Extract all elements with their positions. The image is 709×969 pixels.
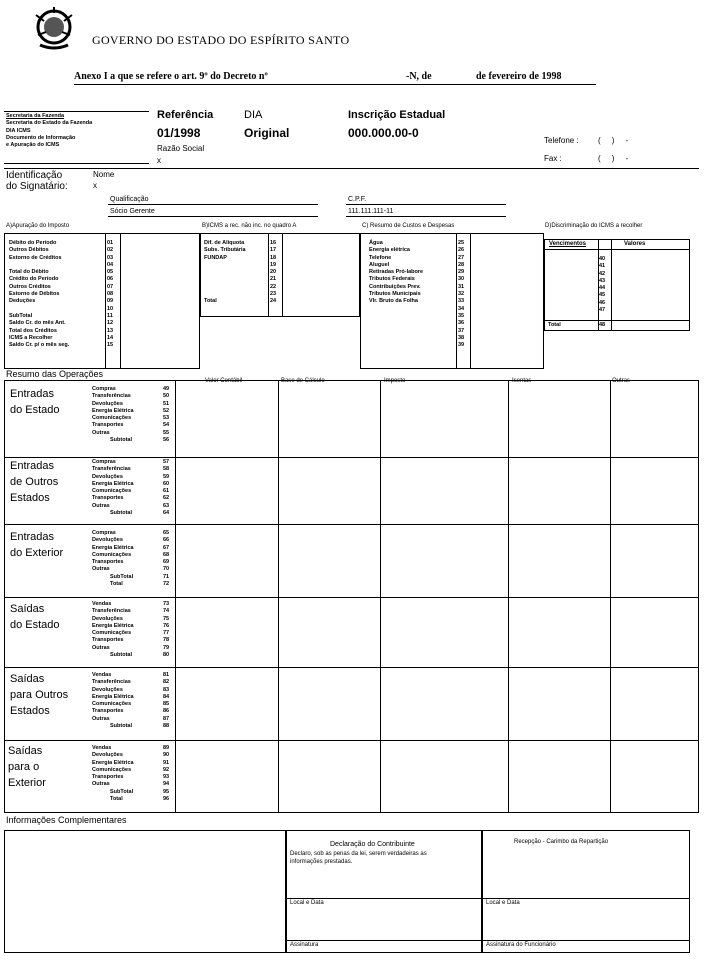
line-number: 01 bbox=[107, 240, 114, 246]
line-number: 59 bbox=[163, 473, 170, 480]
group-numbers bbox=[163, 601, 169, 659]
group-title-line: Estados bbox=[10, 492, 50, 504]
group-title bbox=[10, 529, 63, 561]
decree-date: de fevereiro de 1998 bbox=[476, 71, 562, 82]
group-title-line: Saídas bbox=[8, 745, 43, 757]
sefaz-line: Documento de Informação bbox=[6, 134, 76, 141]
line-item: Transportes bbox=[92, 774, 124, 781]
line-number: 56 bbox=[163, 437, 170, 444]
state-coat-of-arms bbox=[32, 5, 76, 51]
line-item: Energia elétrica bbox=[369, 247, 410, 254]
line-item: Estorno de Débitos bbox=[9, 291, 60, 298]
line-number: 38 bbox=[458, 334, 465, 341]
reference-value: 01/1998 bbox=[157, 126, 201, 140]
line-number: 08 bbox=[107, 291, 114, 298]
line-number: 02 bbox=[107, 247, 114, 254]
qualificacao-label: Qualificação bbox=[110, 196, 149, 203]
line-number: 49 bbox=[163, 386, 170, 392]
line-item: Devoluções bbox=[92, 473, 123, 480]
line-item: Devoluções bbox=[92, 752, 123, 759]
line-number: 51 bbox=[163, 400, 170, 407]
line-number: 75 bbox=[163, 615, 170, 622]
line-number: 57 bbox=[163, 459, 170, 465]
line-item: Subtotal bbox=[110, 723, 132, 730]
line-number: 36 bbox=[458, 320, 465, 327]
qualificacao-value[interactable]: Sócio Gerente bbox=[110, 208, 155, 215]
line-number: 53 bbox=[163, 415, 170, 422]
reception-title: Recepção - Carimbo da Repartição bbox=[514, 839, 609, 845]
sefaz-line: e Apuração do ICMS bbox=[6, 142, 60, 149]
line-item: SubTotal bbox=[110, 573, 134, 580]
line-number: 82 bbox=[163, 679, 170, 686]
group-title-line: Entradas bbox=[10, 460, 55, 472]
section-a-numbers bbox=[107, 240, 113, 349]
line-item: Subtotal bbox=[110, 652, 132, 659]
line-item bbox=[204, 276, 246, 283]
group-title-line: para Outros bbox=[10, 689, 69, 701]
group-title-line: Exterior bbox=[8, 777, 46, 789]
group-items bbox=[92, 386, 134, 444]
line-item: Compras bbox=[92, 459, 116, 465]
line-number: 11 bbox=[107, 312, 113, 319]
line-number: 89 bbox=[163, 745, 170, 751]
group-items bbox=[92, 601, 134, 659]
line-item: Compras bbox=[92, 386, 116, 392]
line-item: Vendas bbox=[92, 672, 112, 678]
sefaz-block bbox=[6, 113, 92, 149]
group-title-line: do Estado bbox=[10, 619, 60, 631]
line-number: 95 bbox=[163, 788, 170, 795]
line-item: Deduções bbox=[9, 298, 36, 305]
line-number: 16 bbox=[270, 240, 277, 246]
group-numbers bbox=[163, 530, 169, 588]
line-number: 64 bbox=[163, 510, 170, 517]
line-number: 35 bbox=[458, 312, 465, 319]
line-item: Dif. de Alíquota bbox=[204, 240, 245, 246]
col-imposto: Imposto bbox=[384, 378, 406, 384]
fax-field[interactable]: ( ) - bbox=[598, 154, 629, 163]
line-number: 61 bbox=[163, 488, 170, 495]
col-base-calculo: Base de Cálculo bbox=[281, 378, 325, 384]
line-number: 42 bbox=[599, 270, 606, 277]
line-number: 23 bbox=[270, 291, 277, 298]
line-number: 43 bbox=[599, 277, 606, 284]
group-numbers bbox=[163, 672, 169, 730]
line-item: Transportes bbox=[92, 422, 124, 429]
section-c-labels bbox=[369, 240, 423, 306]
local-data-label-2: Local e Data bbox=[486, 900, 520, 906]
line-number: 80 bbox=[163, 652, 170, 659]
line-number: 71 bbox=[163, 573, 170, 580]
line-item: Total dos Créditos bbox=[9, 327, 57, 334]
group-title-line: Entradas bbox=[10, 531, 55, 543]
line-item: Transferências bbox=[92, 393, 131, 400]
razao-social-label: Razão Social bbox=[157, 144, 205, 153]
razao-social-value: x bbox=[157, 156, 161, 165]
line-number: 15 bbox=[107, 342, 114, 349]
info-complementares-box[interactable] bbox=[4, 830, 286, 953]
line-item: Vendas bbox=[92, 745, 112, 751]
line-number: 77 bbox=[163, 630, 170, 637]
line-item: Transferências bbox=[92, 466, 131, 473]
line-item: Devoluções bbox=[92, 400, 123, 407]
line-number: 26 bbox=[458, 247, 465, 254]
ie-label: Inscrição Estadual bbox=[348, 109, 446, 121]
line-item: Estorno de Créditos bbox=[9, 254, 62, 261]
line-item: Energia Elétrica bbox=[92, 622, 134, 629]
line-number: 92 bbox=[163, 766, 170, 773]
line-item: Outros Créditos bbox=[9, 283, 51, 290]
line-number: 67 bbox=[163, 544, 170, 551]
line-number: 12 bbox=[107, 320, 114, 327]
section-b-labels bbox=[204, 240, 246, 306]
dia-label: DIA bbox=[244, 109, 263, 121]
line-number: 17 bbox=[270, 247, 277, 254]
line-number: 07 bbox=[107, 283, 114, 290]
line-number: 28 bbox=[458, 261, 465, 268]
line-item: Subtotal bbox=[110, 510, 132, 517]
section-b-numbers bbox=[270, 240, 276, 306]
line-item: ICMS a Recolher bbox=[9, 334, 53, 341]
line-item: Vlr. Bruto da Folha bbox=[369, 298, 418, 305]
group-title bbox=[8, 743, 46, 791]
line-number: 41 bbox=[599, 263, 606, 270]
line-number: 44 bbox=[599, 285, 606, 292]
line-item: Transportes bbox=[92, 708, 124, 715]
line-item: Contribuições Prev. bbox=[369, 283, 421, 290]
line-item: Subs. Tributária bbox=[204, 247, 246, 254]
group-title-line: para o bbox=[8, 761, 40, 773]
line-number: 09 bbox=[107, 298, 114, 305]
line-number: 62 bbox=[163, 495, 170, 502]
line-number: 24 bbox=[270, 298, 277, 305]
fax-label: Fax : bbox=[544, 154, 562, 163]
line-number: 47 bbox=[599, 307, 606, 314]
line-number: 72 bbox=[163, 581, 170, 588]
line-item: SubTotal bbox=[9, 312, 33, 319]
section-d-title: D)Discriminação do ICMS a recolher bbox=[545, 223, 643, 229]
group-numbers bbox=[163, 745, 169, 803]
line-item: Transportes bbox=[92, 559, 124, 566]
line-number: 68 bbox=[163, 551, 170, 558]
line-number: 14 bbox=[107, 334, 114, 341]
group-items bbox=[92, 530, 134, 588]
section-b-title: B)ICMS a rec. não inc. no quadro A bbox=[202, 223, 297, 229]
line-number: 60 bbox=[163, 480, 170, 487]
line-number: 66 bbox=[163, 537, 170, 544]
line-number: 79 bbox=[163, 644, 170, 651]
line-item: Outras bbox=[92, 502, 110, 509]
line-number: 85 bbox=[163, 701, 170, 708]
line-item: Total do Débito bbox=[9, 269, 49, 276]
line-item: SubTotal bbox=[110, 788, 134, 795]
officer-signature-label: Assinatura do Funcionário bbox=[486, 942, 556, 948]
line-item: Subtotal bbox=[110, 437, 132, 444]
line-number: 90 bbox=[163, 752, 170, 759]
sefaz-line: Secretaria da Fazenda bbox=[6, 113, 65, 119]
line-number: 06 bbox=[107, 276, 114, 283]
line-number: 94 bbox=[163, 781, 170, 788]
section-d-total-label: Total bbox=[548, 322, 561, 328]
line-number: 13 bbox=[107, 327, 114, 334]
line-number: 40 bbox=[599, 256, 606, 262]
sefaz-line: DIA ICMS bbox=[6, 127, 31, 134]
line-item: Tributos Municipais bbox=[369, 291, 421, 298]
line-number: 31 bbox=[458, 283, 465, 290]
reception-box bbox=[482, 830, 690, 953]
line-item: Comunicações bbox=[92, 701, 132, 708]
line-number: 27 bbox=[458, 254, 465, 261]
line-item: Saldo Cr. p/ o mês seg. bbox=[9, 342, 70, 349]
line-number: 70 bbox=[163, 566, 170, 573]
line-number: 78 bbox=[163, 637, 170, 644]
group-numbers bbox=[163, 386, 169, 444]
line-item: Outras bbox=[92, 566, 110, 573]
line-item bbox=[204, 262, 246, 269]
line-item: Comunicações bbox=[92, 488, 132, 495]
info-complementares-label: Informações Complementares bbox=[6, 815, 127, 825]
col-isentas: Isentas bbox=[512, 378, 532, 384]
line-item bbox=[204, 284, 246, 291]
line-item: Devoluções bbox=[92, 537, 123, 544]
line-number: 04 bbox=[107, 261, 114, 268]
line-number: 81 bbox=[163, 672, 170, 678]
line-number: 50 bbox=[163, 393, 170, 400]
operations-title: Resumo das Operações bbox=[6, 369, 104, 379]
group-items bbox=[92, 459, 134, 517]
line-number: 19 bbox=[270, 261, 277, 268]
line-item bbox=[9, 262, 69, 269]
line-number: 21 bbox=[270, 276, 277, 283]
line-number: 20 bbox=[270, 269, 277, 276]
section-d-numbers bbox=[599, 256, 605, 314]
group-title bbox=[10, 458, 58, 506]
line-item: Outras bbox=[92, 781, 110, 788]
line-number: 30 bbox=[458, 276, 465, 283]
line-number: 10 bbox=[107, 305, 114, 312]
line-item: Retiradas Pró-labore bbox=[369, 269, 424, 276]
line-number: 55 bbox=[163, 429, 170, 436]
col-valor-contabil: Valor Contábil bbox=[205, 378, 243, 384]
line-item: Energia Elétrica bbox=[92, 480, 134, 487]
group-title bbox=[10, 671, 68, 719]
group-title bbox=[10, 386, 60, 418]
line-item: Tributos Federais bbox=[369, 276, 415, 283]
line-number: 93 bbox=[163, 774, 170, 781]
line-number: 22 bbox=[270, 283, 277, 290]
line-number: 29 bbox=[458, 269, 465, 276]
line-item: Vendas bbox=[92, 601, 112, 607]
line-number: 05 bbox=[107, 269, 114, 276]
section-c-numbers bbox=[458, 240, 464, 349]
line-item: Total bbox=[110, 796, 123, 803]
line-item: Telefone bbox=[369, 254, 392, 261]
line-number: 34 bbox=[458, 305, 465, 312]
declaration-text: Declaro, sob as penas da lei, serem verdadeiras as informações prestadas. bbox=[290, 851, 427, 865]
section-d-col-vencimentos: Vencimentos bbox=[549, 241, 587, 247]
line-item: Energia Elétrica bbox=[92, 407, 134, 414]
line-item: Transportes bbox=[92, 495, 124, 502]
line-item: Outras bbox=[92, 429, 110, 436]
reference-label: Referência bbox=[157, 109, 214, 121]
nome-value[interactable]: x bbox=[93, 181, 97, 190]
group-items bbox=[92, 745, 134, 803]
cpf-label: C.P.F. bbox=[348, 196, 367, 203]
line-number: 18 bbox=[270, 254, 277, 261]
line-number: 58 bbox=[163, 466, 170, 473]
line-number: 91 bbox=[163, 759, 170, 766]
line-item: Saldo Cr. do mês Ant. bbox=[9, 320, 66, 327]
line-number: 73 bbox=[163, 601, 170, 607]
line-number: 03 bbox=[107, 254, 114, 261]
section-d-total-number: 48 bbox=[599, 322, 606, 328]
signatory-label: Identificação bbox=[6, 170, 63, 181]
government-title: GOVERNO DO ESTADO DO ESPÍRITO SANTO bbox=[92, 33, 350, 47]
nome-label: Nome bbox=[93, 170, 115, 179]
group-items bbox=[92, 672, 134, 730]
line-item: Transferências bbox=[92, 608, 131, 615]
line-number: 54 bbox=[163, 422, 170, 429]
line-item: Comunicações bbox=[92, 551, 132, 558]
line-item: Comunicações bbox=[92, 415, 132, 422]
line-number: 63 bbox=[163, 502, 170, 509]
line-item: Energia Elétrica bbox=[92, 544, 134, 551]
line-item: Outras bbox=[92, 644, 110, 651]
sefaz-line: Secretaria do Estado da Fazenda bbox=[6, 120, 93, 127]
signature-label: Assinatura bbox=[290, 942, 319, 948]
line-item: Devoluções bbox=[92, 686, 123, 693]
line-item bbox=[204, 291, 246, 298]
telefone-label: Telefone : bbox=[544, 136, 579, 145]
group-title-line: de Outros bbox=[10, 476, 59, 488]
line-item: Aluguel bbox=[369, 261, 390, 268]
group-title-line: Estados bbox=[10, 705, 50, 717]
line-item: Outros Débitos bbox=[9, 247, 49, 254]
line-item: Total bbox=[110, 581, 123, 588]
line-number: 83 bbox=[163, 686, 170, 693]
decree-number: -N, de bbox=[406, 71, 432, 82]
group-title-line: Saídas bbox=[10, 603, 45, 615]
line-item: FUNDAP bbox=[204, 254, 227, 261]
section-d-col-valores: Valores bbox=[624, 241, 646, 247]
group-title-line: do Exterior bbox=[10, 547, 64, 559]
section-a-title: A)Apuração do Imposto bbox=[6, 223, 70, 229]
telefone-field[interactable]: ( ) - bbox=[598, 136, 629, 145]
line-item: Água bbox=[369, 240, 383, 246]
line-item: Energia Elétrica bbox=[92, 759, 134, 766]
line-number: 45 bbox=[599, 292, 606, 299]
line-number: 33 bbox=[458, 298, 465, 305]
declaration-title: Declaração do Contribuinte bbox=[330, 841, 415, 848]
cpf-value[interactable]: 111.111.111-11 bbox=[348, 208, 394, 215]
line-item: Comunicações bbox=[92, 766, 132, 773]
col-outras: Outras bbox=[612, 378, 631, 384]
line-number: 37 bbox=[458, 327, 465, 334]
line-item bbox=[9, 306, 69, 313]
line-item: Total bbox=[204, 298, 217, 305]
line-item: Transportes bbox=[92, 637, 124, 644]
line-item: Crédito do Período bbox=[9, 276, 59, 283]
line-item: Energia Elétrica bbox=[92, 693, 134, 700]
line-number: 74 bbox=[163, 608, 170, 615]
line-number: 52 bbox=[163, 407, 170, 414]
ie-value: 000.000.00-0 bbox=[348, 126, 419, 140]
line-number: 84 bbox=[163, 693, 170, 700]
line-item: Outras bbox=[92, 715, 110, 722]
line-number: 65 bbox=[163, 530, 170, 536]
line-item: Débito do Período bbox=[9, 240, 57, 246]
line-number: 39 bbox=[458, 342, 465, 349]
line-number: 69 bbox=[163, 559, 170, 566]
dia-value: Original bbox=[244, 126, 290, 140]
line-number: 88 bbox=[163, 723, 170, 730]
line-number: 87 bbox=[163, 715, 170, 722]
line-number: 32 bbox=[458, 291, 465, 298]
line-number: 76 bbox=[163, 622, 170, 629]
line-item bbox=[204, 269, 246, 276]
line-item: Comunicações bbox=[92, 630, 132, 637]
line-item: Devoluções bbox=[92, 615, 123, 622]
group-title-line: do Estado bbox=[10, 404, 60, 416]
group-numbers bbox=[163, 459, 169, 517]
group-title-line: Saídas bbox=[10, 673, 45, 685]
group-title-line: Entradas bbox=[10, 388, 55, 400]
line-item: Compras bbox=[92, 530, 116, 536]
line-item: Transferências bbox=[92, 679, 131, 686]
line-number: 25 bbox=[458, 240, 465, 246]
decree-line: Anexo I a que se refere o art. 9º do Decreto nº bbox=[74, 71, 268, 82]
signatory-label: do Signatário: bbox=[6, 181, 68, 192]
section-c-title: C) Resumo de Custos e Despesas bbox=[362, 223, 455, 229]
section-a-labels bbox=[9, 240, 69, 349]
line-number: 46 bbox=[599, 299, 606, 306]
group-title bbox=[10, 601, 60, 633]
line-number: 96 bbox=[163, 796, 170, 803]
line-number: 86 bbox=[163, 708, 170, 715]
local-data-label: Local e Data bbox=[290, 900, 324, 906]
